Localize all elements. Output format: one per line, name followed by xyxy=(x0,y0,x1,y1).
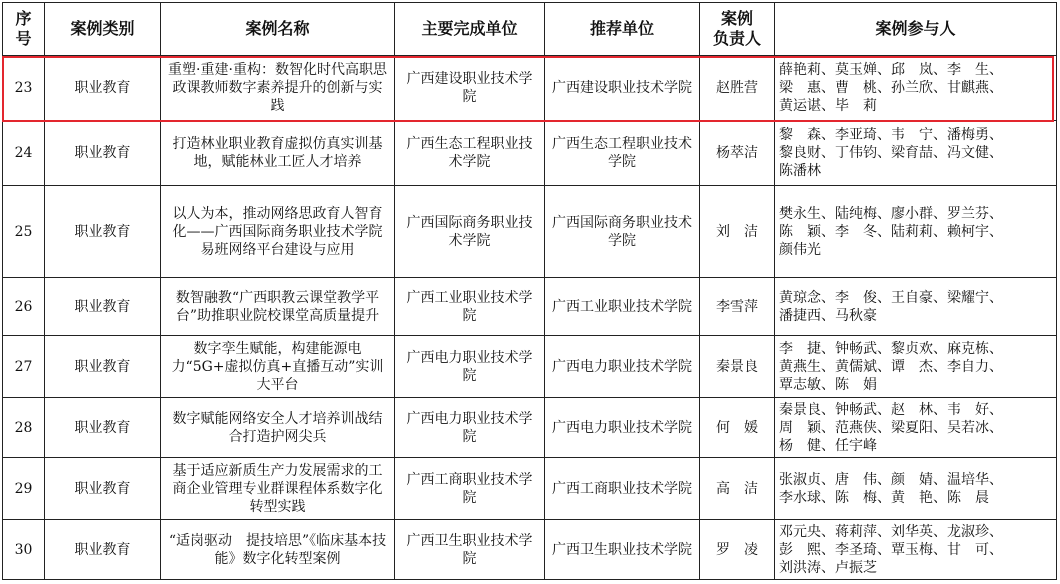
cell-unit: 广西工业职业技术学院 xyxy=(395,278,545,336)
cell-name: 数字孪生赋能，构建能源电力“5G+虚拟仿真+直播互动”实训大平台 xyxy=(161,336,395,398)
cell-category: 职业教育 xyxy=(45,278,161,336)
cell-seq: 24 xyxy=(3,121,45,186)
cell-leader: 杨萃洁 xyxy=(700,121,775,186)
cell-unit: 广西工商职业技术学院 xyxy=(395,458,545,520)
cell-recommender: 广西生态工程职业技术学院 xyxy=(545,121,700,186)
cell-participants: 薛艳莉、莫玉婵、邱 岚、李 生、 梁 惠、曹 桃、孙兰欣、甘麒燕、 黄运谌、毕 莉 xyxy=(775,56,1057,121)
cell-recommender: 广西建设职业技术学院 xyxy=(545,56,700,121)
cell-participants: 张淑贞、唐 伟、颜 婧、温培华、 李水球、陈 梅、黄 艳、陈 晨 xyxy=(775,458,1057,520)
table-row xyxy=(3,121,1057,186)
cell-unit: 广西卫生职业技术学院 xyxy=(395,520,545,580)
cell-unit: 广西生态工程职业技术学院 xyxy=(395,121,545,186)
cell-recommender: 广西电力职业技术学院 xyxy=(545,336,700,398)
cell-leader: 赵胜营 xyxy=(700,56,775,121)
cell-seq: 23 xyxy=(3,56,45,121)
cell-seq: 28 xyxy=(3,398,45,458)
cell-name: 打造林业职业教育虚拟仿真实训基地，赋能林业工匠人才培养 xyxy=(161,121,395,186)
table-row xyxy=(3,398,1057,458)
cell-name: 数字赋能网络安全人才培养训战结合打造护网尖兵 xyxy=(161,398,395,458)
cell-name: 以人为本，推动网络思政育人智育化——广西国际商务职业技术学院易班网络平台建设与应用 xyxy=(161,186,395,278)
cell-category: 职业教育 xyxy=(45,56,161,121)
table-row xyxy=(3,336,1057,398)
cell-seq: 26 xyxy=(3,278,45,336)
cell-unit: 广西建设职业技术学院 xyxy=(395,56,545,121)
cell-recommender: 广西国际商务职业技术学院 xyxy=(545,186,700,278)
header-name: 案例名称 xyxy=(161,3,395,56)
cell-category: 职业教育 xyxy=(45,520,161,580)
cell-unit: 广西电力职业技术学院 xyxy=(395,336,545,398)
cell-name: “适岗驱动 提技培思”《临床基本技能》数字化转型案例 xyxy=(161,520,395,580)
cell-name: 数智融教“广西职教云课堂教学平台”助推职业院校课堂高质量提升 xyxy=(161,278,395,336)
header-participants: 案例参与人 xyxy=(775,3,1057,56)
table-row xyxy=(3,458,1057,520)
cell-name: 基于适应新质生产力发展需求的工商企业管理专业群课程体系数字化转型实践 xyxy=(161,458,395,520)
cell-seq: 29 xyxy=(3,458,45,520)
cell-name: 重塑·重建·重构：数智化时代高职思政课教师数字素养提升的创新与实践 xyxy=(161,56,395,121)
cell-unit: 广西电力职业技术学院 xyxy=(395,398,545,458)
cell-seq: 30 xyxy=(3,520,45,580)
cell-recommender: 广西工商职业技术学院 xyxy=(545,458,700,520)
header-row xyxy=(3,3,1057,56)
cell-leader: 秦景良 xyxy=(700,336,775,398)
cell-participants: 邓元央、蒋莉萍、刘华英、龙淑珍、 彭 熙、李圣琦、覃玉梅、甘 可、 刘洪涛、卢振芝 xyxy=(775,520,1057,580)
cell-leader: 罗 凌 xyxy=(700,520,775,580)
cell-category: 职业教育 xyxy=(45,336,161,398)
cell-participants: 樊永生、陆纯梅、廖小群、罗兰芬、 陈 颖、李 冬、陆莉莉、赖柯宇、 颜伟光 xyxy=(775,186,1057,278)
header-recommender: 推荐单位 xyxy=(545,3,700,56)
cell-category: 职业教育 xyxy=(45,186,161,278)
cell-unit: 广西国际商务职业技术学院 xyxy=(395,186,545,278)
header-seq: 序 号 xyxy=(3,3,45,56)
cell-participants: 黎 森、李亚琦、韦 宁、潘梅勇、 黎良财、丁伟钧、梁育喆、冯文健、 陈潘林 xyxy=(775,121,1057,186)
header-category: 案例类别 xyxy=(45,3,161,56)
cell-participants: 黄琼念、李 俊、王自豪、梁耀宁、 潘捷西、马秋豪 xyxy=(775,278,1057,336)
cell-recommender: 广西卫生职业技术学院 xyxy=(545,520,700,580)
cell-category: 职业教育 xyxy=(45,458,161,520)
cell-recommender: 广西工业职业技术学院 xyxy=(545,278,700,336)
cell-leader: 刘 洁 xyxy=(700,186,775,278)
table-row xyxy=(3,56,1057,121)
table-row xyxy=(3,520,1057,580)
cell-seq: 25 xyxy=(3,186,45,278)
cell-leader: 高 洁 xyxy=(700,458,775,520)
cell-participants: 李 捷、钟畅武、黎贞欢、麻克栋、 黄燕生、黄儒斌、谭 杰、李自力、 覃志敏、陈 娟 xyxy=(775,336,1057,398)
cell-category: 职业教育 xyxy=(45,398,161,458)
case-table xyxy=(2,2,1057,580)
cell-category: 职业教育 xyxy=(45,121,161,186)
cell-leader: 李雪萍 xyxy=(700,278,775,336)
table-row xyxy=(3,186,1057,278)
cell-participants: 秦景良、钟畅武、赵 林、韦 好、 周 颖、范燕侠、梁夏阳、吴若冰、 杨 健、任宇峰 xyxy=(775,398,1057,458)
header-leader: 案例 负责人 xyxy=(700,3,775,56)
cell-leader: 何 媛 xyxy=(700,398,775,458)
cell-recommender: 广西电力职业技术学院 xyxy=(545,398,700,458)
header-unit: 主要完成单位 xyxy=(395,3,545,56)
cell-seq: 27 xyxy=(3,336,45,398)
table-row xyxy=(3,278,1057,336)
